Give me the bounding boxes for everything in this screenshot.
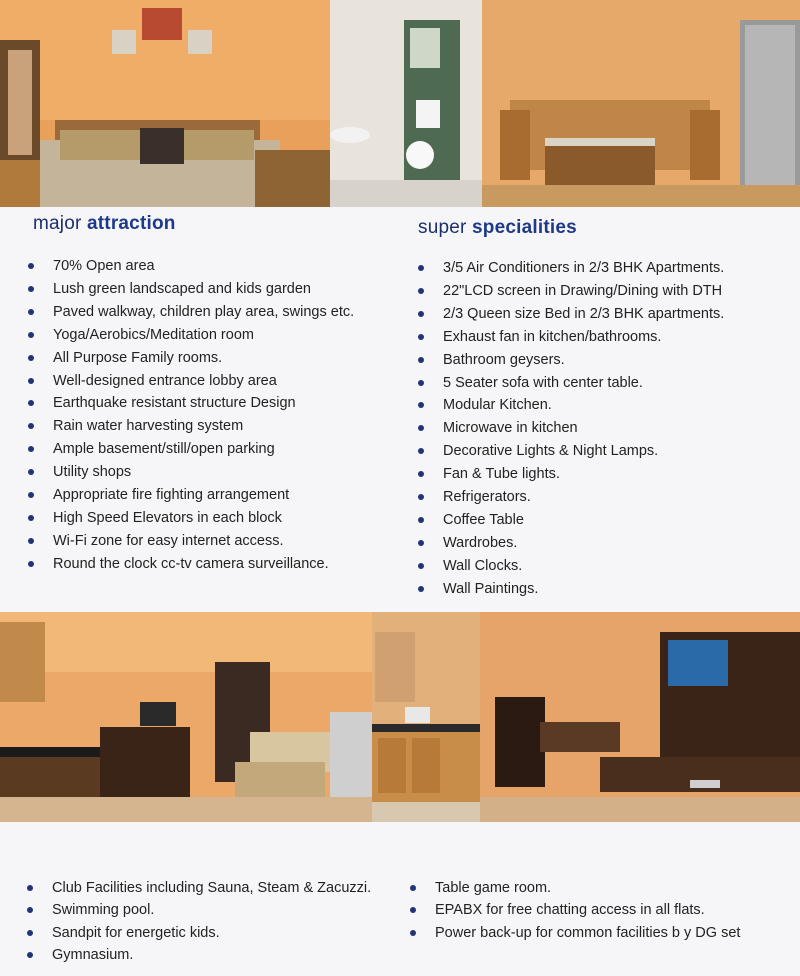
bullet-icon <box>27 952 33 958</box>
bullet-icon <box>28 309 34 315</box>
list-item-text: Utility shops <box>53 464 132 481</box>
list-item-text: Earthquake resistant structure Design <box>53 395 296 412</box>
bullet-icon <box>28 378 34 384</box>
bullet-icon <box>28 469 34 475</box>
super-specialities-list <box>418 257 724 601</box>
list-item-text: Modular Kitchen. <box>443 397 552 414</box>
list-item-text: 5 Seater sofa with center table. <box>443 374 643 391</box>
list-item-text: Fan & Tube lights. <box>443 466 560 483</box>
interior-photo-strip-top <box>0 0 800 207</box>
list-item-text: Exhaust fan in kitchen/bathrooms. <box>443 328 662 345</box>
list-item <box>27 899 371 921</box>
bullet-icon <box>28 263 34 269</box>
bullet-icon <box>28 332 34 338</box>
bullet-icon <box>27 930 33 936</box>
list-item-text: All Purpose Family rooms. <box>53 349 223 366</box>
list-item <box>418 509 724 532</box>
list-item-text: Refrigerators. <box>443 489 531 506</box>
list-item-text: Table game room. <box>435 880 552 896</box>
bullet-icon <box>418 311 424 317</box>
bullet-icon <box>418 517 424 523</box>
list-item <box>28 347 354 370</box>
list-item-text: Wall Clocks. <box>443 557 523 574</box>
list-item <box>28 392 354 415</box>
list-item <box>28 370 354 393</box>
list-item <box>28 484 354 507</box>
list-item <box>418 372 724 395</box>
list-item <box>28 278 354 301</box>
list-item <box>418 440 724 463</box>
list-item-text: 70% Open area <box>53 258 155 274</box>
list-item-text: Coffee Table <box>443 511 524 528</box>
bullet-icon <box>418 425 424 431</box>
list-item-text: Bathroom geysers. <box>443 351 565 368</box>
list-item-text: Swimming pool. <box>52 902 155 919</box>
bullet-icon <box>28 492 34 498</box>
list-item <box>418 349 724 372</box>
super-specialities-heading <box>418 217 577 239</box>
list-item <box>418 532 724 555</box>
list-item-text: Lush green landscaped and kids garden <box>53 280 311 297</box>
list-item <box>27 877 371 899</box>
major-attraction-heading <box>33 213 176 235</box>
major-attraction-list <box>28 255 354 576</box>
list-item <box>28 415 354 438</box>
kitchen-photo <box>372 612 480 822</box>
list-item <box>27 922 371 944</box>
list-item-text: Appropriate fire fighting arrangement <box>53 487 290 504</box>
list-item <box>28 324 354 347</box>
heading-bold: specialities <box>472 217 577 238</box>
bullet-icon <box>418 448 424 454</box>
list-item-text: Paved walkway, children play area, swings etc. <box>53 303 355 320</box>
list-item-text: Microwave in kitchen <box>443 420 578 437</box>
bullet-icon <box>28 423 34 429</box>
top-photos <box>0 0 800 207</box>
list-item-text: Well-designed entrance lobby area <box>53 372 277 389</box>
list-item <box>418 303 724 326</box>
bullet-icon <box>28 286 34 292</box>
bullet-icon <box>410 930 416 936</box>
list-item-text: Yoga/Aerobics/Meditation room <box>53 326 254 343</box>
club-facilities-list <box>27 877 371 967</box>
list-item <box>418 555 724 578</box>
list-item-text: Wardrobes. <box>443 534 518 551</box>
bullet-icon <box>418 357 424 363</box>
list-item <box>410 922 740 944</box>
list-item <box>27 944 371 966</box>
list-item <box>418 257 724 280</box>
list-item-text: Wi-Fi zone for easy internet access. <box>53 532 284 549</box>
list-item-text: 2/3 Queen size Bed in 2/3 BHK apartments. <box>443 305 725 322</box>
bullet-icon <box>28 400 34 406</box>
bullet-icon <box>418 563 424 569</box>
bullet-icon <box>28 561 34 567</box>
list-item <box>28 438 354 461</box>
bullet-icon <box>418 494 424 500</box>
bullet-icon <box>28 538 34 544</box>
list-item-text: EPABX for free chatting access in all flats. <box>435 902 705 919</box>
list-item-text: Power back-up for common facilities b y DG set <box>435 924 741 941</box>
list-item-text: 3/5 Air Conditioners in 2/3 BHK Apartments. <box>443 260 725 276</box>
list-item <box>418 417 724 440</box>
bullet-icon <box>418 380 424 386</box>
list-item-text: Gymnasium. <box>52 947 134 964</box>
list-item-text: 22"LCD screen in Drawing/Dining with DTH <box>443 282 723 299</box>
bullet-icon <box>418 265 424 271</box>
list-item-text: Decorative Lights & Night Lamps. <box>443 443 659 460</box>
bullet-icon <box>28 446 34 452</box>
bullet-icon <box>410 907 416 913</box>
dining-living-photo <box>0 612 372 822</box>
bathroom-photo <box>330 0 482 207</box>
bullet-icon <box>410 885 416 891</box>
list-item <box>418 463 724 486</box>
bullet-icon <box>418 586 424 592</box>
heading-plain: super <box>418 217 473 238</box>
list-item-text: Ample basement/still/open parking <box>53 441 275 458</box>
list-item <box>418 578 724 601</box>
list-item <box>410 899 740 921</box>
bullet-icon <box>418 288 424 294</box>
interior-photo-strip-middle <box>0 612 800 822</box>
bullet-icon <box>418 540 424 546</box>
bullet-icon <box>27 907 33 913</box>
additional-facilities-list <box>410 877 740 944</box>
living-room-photo <box>482 0 800 207</box>
list-item-text: Round the clock cc-tv camera surveillance. <box>53 555 329 572</box>
list-item <box>410 877 740 899</box>
list-item-text: Sandpit for energetic kids. <box>52 924 220 941</box>
list-item <box>28 507 354 530</box>
heading-plain: major <box>33 213 87 234</box>
list-item <box>28 301 354 324</box>
list-item-text: High Speed Elevators in each block <box>53 509 282 526</box>
list-item <box>418 326 724 349</box>
bullet-icon <box>418 402 424 408</box>
list-item <box>28 255 354 278</box>
list-item <box>28 553 354 576</box>
bullet-icon <box>418 471 424 477</box>
tv-dining-photo <box>480 612 800 822</box>
bedroom-photo <box>0 0 330 207</box>
bullet-icon <box>28 515 34 521</box>
middle-photos <box>0 612 800 822</box>
list-item-text: Wall Paintings. <box>443 580 539 597</box>
list-item <box>28 461 354 484</box>
list-item <box>418 394 724 417</box>
list-item <box>418 280 724 303</box>
bullet-icon <box>418 334 424 340</box>
list-item-text: Rain water harvesting system <box>53 418 244 435</box>
list-item-text: Club Facilities including Sauna, Steam & Zacuzzi. <box>52 880 372 896</box>
list-item <box>418 486 724 509</box>
heading-bold: attraction <box>87 213 176 234</box>
bullet-icon <box>27 885 33 891</box>
bullet-icon <box>28 355 34 361</box>
list-item <box>28 530 354 553</box>
